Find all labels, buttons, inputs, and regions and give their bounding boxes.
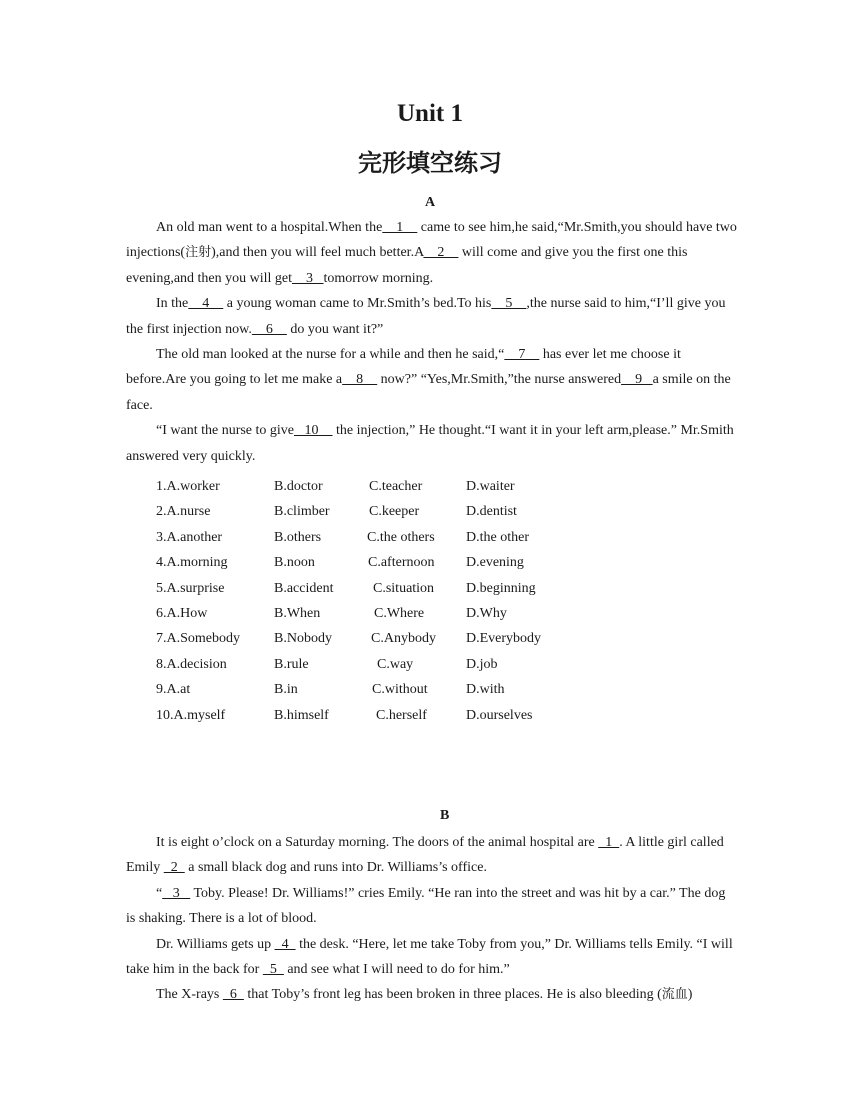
text: “ [156,885,163,901]
unit-title: Unit 1 [397,100,463,127]
option-c: C.Anybody [371,631,436,647]
text: ,the nurse said to him,“I’ll give you the first injection now. [126,296,726,337]
section-a-passage [126,215,738,469]
option-b: B.doctor [274,479,323,494]
text: do you want it?” [286,321,384,337]
option-c: C.situation [373,580,435,596]
option-c: C.afternoon [368,555,435,571]
option-c: C.keeper [369,504,420,520]
text: has ever let me choose it before.Are you going to let me make a [126,347,681,388]
blank-10: 10 [294,423,333,439]
blank-2: 2 [423,245,459,261]
option-c: C.teacher [369,479,423,494]
blank-8: 8 [342,372,378,388]
text: a young woman came to Mr.Smith’s bed.To his [223,296,492,312]
paragraph-b4 [126,982,738,1007]
paragraph-a4 [126,418,738,469]
text: tomorrow morning. [323,270,434,286]
blank-4: 4 [188,296,224,312]
option-d: D.Why [466,605,507,621]
blank-5: 5 [491,296,527,312]
option-a: 5.A.surprise [156,580,225,596]
blank-4: 4 [274,936,296,952]
text: will come and give you the first one this evening,and then you will get [126,245,688,286]
blank-7: 7 [504,347,540,363]
text: and see what I will need to do for him.” [283,962,510,978]
text: the injection,” He thought.“I want it in your left arm,please.” Mr.Smith answered very quickly. [126,423,734,464]
text: came to see him,he said,“Mr.Smith,you should have two injections( [126,220,737,261]
blank-6: 6 [222,987,244,1003]
option-d: D.Everybody [466,631,542,647]
blank-3: 3 [162,885,191,901]
blank-1: 1 [598,835,620,850]
text: . A little girl called Emily [126,835,724,876]
option-a: 1.A.worker [156,479,220,494]
text: the desk. “Here, let me take Toby from you,” Dr. Williams tells Emily. “I will take him in the back for [126,936,733,978]
option-a: 8.A.decision [156,656,227,672]
text: The X-rays [156,987,223,1003]
option-d: D.ourselves [466,707,533,723]
option-d: D.waiter [466,479,515,494]
option-c: C.without [372,682,428,698]
option-d: D.with [466,682,505,698]
text: “I want the nurse to give [156,423,295,439]
option-a: 4.A.morning [156,555,228,571]
text: An old man went to a hospital.When the [156,220,383,235]
text: that Toby’s front leg has been broken in three places. He is also bleeding ( [243,987,662,1003]
text: Toby. Please! Dr. Williams!” cries Emily. “He ran into the street and was hit by a car.” The dog is shaking. There is a lot of blood. [126,885,726,927]
paragraph-b1 [126,830,738,881]
option-d: D.beginning [466,580,536,596]
option-d: D.dentist [466,504,517,520]
section-b-label: B [440,808,450,823]
blank-6: 6 [251,321,287,337]
option-a: 6.A.How [156,605,208,621]
text: In the [156,296,189,312]
option-a: 10.A.myself [156,707,226,723]
blank-1: 1 [382,220,418,235]
option-c: C.herself [376,707,427,723]
option-d: D.job [466,656,498,672]
section-a-label: A [425,195,436,210]
text: The old man looked at the nurse for a while and then he said,“ [156,347,505,363]
option-b: B.rule [274,656,309,672]
blank-5: 5 [262,962,284,978]
blank-2: 2 [163,860,185,876]
option-c: C.the others [367,529,435,545]
text: ) [687,987,693,1003]
option-b: B.When [274,605,321,621]
chinese-gloss: 注射 [185,245,212,261]
option-b: B.others [274,529,322,545]
option-b: B.in [274,682,298,698]
option-a: 3.A.another [156,529,223,545]
option-a: 7.A.Somebody [156,631,240,647]
blank-3: 3 [292,270,324,286]
blank-9: 9 [621,372,653,388]
option-a: 9.A.at [156,682,191,698]
paragraph-b3 [126,932,738,983]
paragraph-a3 [126,342,738,418]
text: a small black dog and runs into Dr. Williams’s office. [184,860,487,876]
text: now?” “Yes,Mr.Smith,”the nurse answered [377,372,622,388]
option-d: D.the other [466,529,529,545]
text: It is eight o’clock on a Saturday morning. The doors of the animal hospital are [156,835,599,850]
paragraph-a1 [126,215,738,291]
text: ),and then you will feel much better.A [211,245,424,261]
exercise-subtitle: 完形填空练习 [358,149,502,177]
text: a smile on the face. [126,372,731,413]
option-a: 2.A.nurse [156,504,211,520]
chinese-gloss: 流血 [661,987,688,1003]
option-d: D.evening [466,555,524,571]
paragraph-b2 [126,881,738,932]
section-b-passage [126,830,738,1008]
option-b: B.climber [274,504,330,520]
option-b: B.accident [274,580,334,596]
option-c: C.Where [374,605,425,621]
option-c: C.way [377,656,414,672]
text: Dr. Williams gets up [156,936,275,952]
paragraph-a2 [126,291,738,342]
option-b: B.Nobody [274,631,332,647]
option-b: B.noon [274,555,315,571]
option-b: B.himself [274,707,329,723]
